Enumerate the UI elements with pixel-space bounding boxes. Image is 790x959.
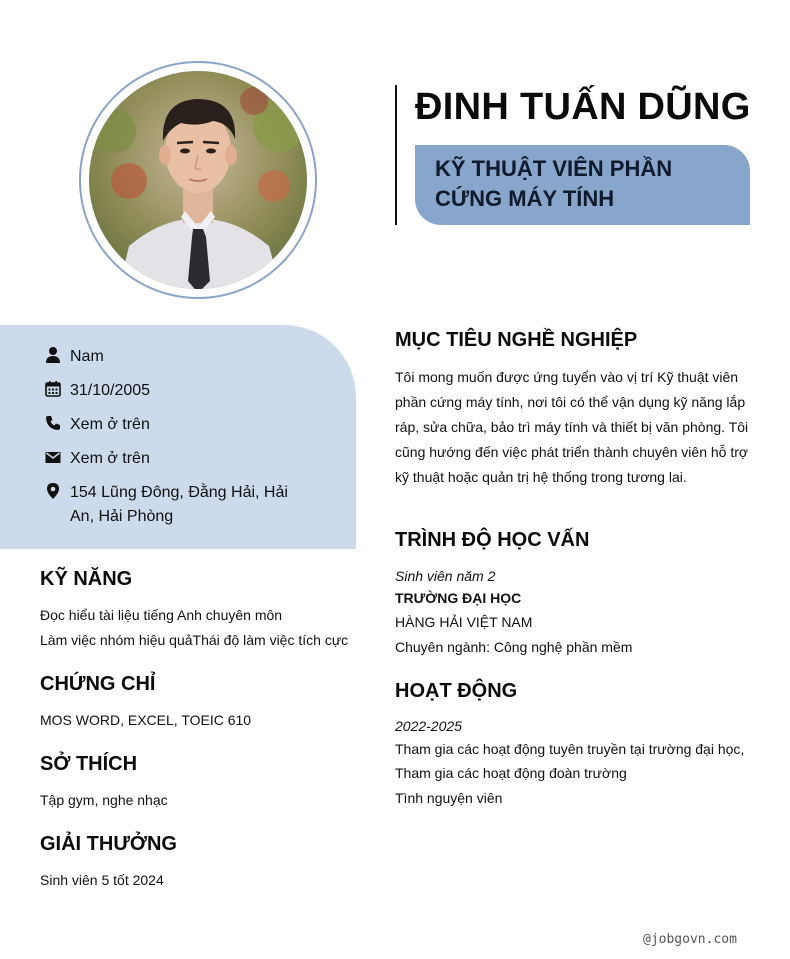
calendar-icon (44, 380, 62, 398)
skills-title: KỸ NĂNG (40, 568, 133, 590)
awards-title: GIẢI THƯỞNG (40, 833, 177, 855)
objective-text: Tôi mong muốn được ứng tuyển vào vị trí Kỹ thuật viên phần cứng máy tính, nơi tôi có thể vận dụng kỹ năng lắp ráp, sửa chữa, bảo trì máy tính và thiết bị văn phòng. Tôi cũng hướng đến việc phát triển thành chuyên viên hỗ trợ kỹ thuật hoặc quản trị hệ thống trong tương lai. (395, 369, 749, 485)
contact-address (44, 481, 300, 529)
name-divider (395, 85, 397, 225)
education-school-line-1: TRƯỜNG ĐẠI HỌC (395, 590, 522, 606)
candidate-name: ĐINH TUẤN DŨNG (415, 86, 751, 128)
job-title-box (415, 145, 750, 225)
person-icon (44, 346, 62, 364)
education-major: Chuyên ngành: Công nghệ phần mềm (395, 639, 633, 655)
education-level: Sinh viên năm 2 (395, 568, 496, 584)
hobbies-title: SỞ THÍCH (40, 753, 138, 775)
profile-photo-image (89, 71, 307, 289)
certificates-title: CHỨNG CHỈ (40, 673, 156, 695)
watermark: @jobgovn.com (643, 932, 737, 947)
profile-photo-frame (79, 61, 317, 299)
gender-value: Nam (70, 348, 104, 365)
activity-item: Tình nguyện viên (395, 790, 503, 806)
activity-item: Tham gia các hoạt động tuyên truyền tại trường đại học, (395, 741, 745, 757)
phone-value: Xem ở trên (70, 416, 150, 433)
education-title: TRÌNH ĐỘ HỌC VẤN (395, 529, 590, 551)
birthdate-value: 31/10/2005 (70, 382, 151, 399)
awards-text: Sinh viên 5 tốt 2024 (40, 872, 164, 888)
contact-birthdate (44, 379, 150, 403)
education-school-line-2: HÀNG HẢI VIỆT NAM (395, 614, 533, 630)
activity-item: Tham gia các hoạt động đoàn trường (395, 765, 627, 781)
email-value: Xem ở trên (70, 450, 150, 467)
contact-gender (44, 345, 104, 369)
job-title-line-1: KỸ THUẬT VIÊN PHẦN (435, 156, 673, 181)
skill-item: Làm việc nhóm hiệu quảThái độ làm việc tích cực (40, 632, 349, 648)
contact-phone (44, 413, 150, 437)
profile-photo (89, 71, 307, 289)
objective-title: MỤC TIÊU NGHỀ NGHIỆP (395, 329, 638, 351)
skill-item: Đọc hiểu tài liệu tiếng Anh chuyên môn (40, 607, 283, 623)
address-value: 154 Lũng Đông, Đằng Hải, Hải An, Hải Phòng (70, 484, 288, 525)
envelope-icon (44, 448, 62, 466)
activities-title: HOẠT ĐỘNG (395, 680, 518, 702)
hobbies-text: Tập gym, nghe nhạc (40, 792, 168, 808)
activities-period: 2022-2025 (395, 718, 462, 734)
contact-email (44, 447, 150, 471)
certificates-text: MOS WORD, EXCEL, TOEIC 610 (40, 712, 252, 728)
job-title-line-2: CỨNG MÁY TÍNH (435, 186, 615, 211)
phone-icon (44, 414, 62, 432)
location-pin-icon (44, 482, 62, 500)
